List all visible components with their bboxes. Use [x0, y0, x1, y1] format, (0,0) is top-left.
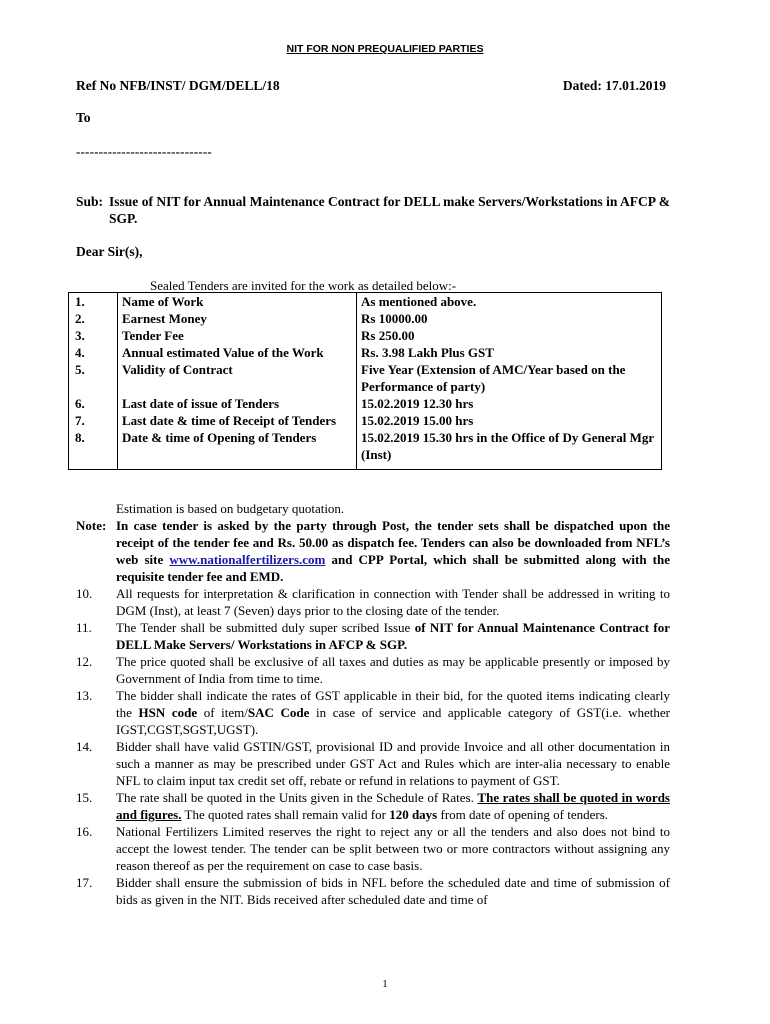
subject-label: Sub: — [76, 194, 104, 209]
reference-number: Ref No NFB/INST/ DGM/DELL/18 — [76, 78, 280, 93]
table-row — [69, 310, 662, 327]
clause-text: Bidder shall have valid GSTIN/GST, provisional ID and provide Invoice and all other documentation in such a manner as may be prescribed under GST Act and Rules which are inter-alia necessary to enable NFL to claim input tax credit set off, rebate or refund in relations to payment of GST. — [116, 739, 670, 788]
addressee-label: To — [76, 110, 91, 125]
row-value: 15.02.2019 12.30 hrs — [357, 395, 662, 412]
clause-13 — [76, 687, 670, 738]
clause-text: The rate shall be quoted in the Units given in the Schedule of Rates. — [116, 790, 478, 805]
row-value: Rs 10000.00 — [357, 310, 662, 327]
clause-11 — [76, 619, 670, 653]
clause-bold-underline-text: The rates shall be quoted in words and figures. — [116, 790, 670, 822]
website-link[interactable]: www.nationalfertilizers.com — [169, 552, 326, 567]
note-text-part2: and CPP Portal, which shall be submitted along with the requisite tender fee and EMD. — [116, 552, 670, 584]
document-date: Dated: 17.01.2019 — [562, 78, 666, 93]
subject-line — [76, 193, 670, 227]
clause-text: from date of opening of tenders. — [437, 807, 609, 822]
table-row — [69, 361, 662, 395]
clause-text: All requests for interpretation & clarification in connection with Tender shall be addressed in writing to DGM (Inst), at least 7 (Seven) days prior to the closing date of the tender. — [116, 586, 670, 618]
table-row — [69, 327, 662, 344]
clause-14 — [76, 738, 670, 789]
terms-section — [76, 500, 670, 908]
estimation-note: Estimation is based on budgetary quotation. — [116, 501, 345, 516]
row-item: Last date of issue of Tenders — [118, 395, 357, 412]
table-row — [69, 293, 662, 311]
clause-text: The quoted rates shall remain valid for — [181, 807, 390, 822]
clause-number: 16. — [76, 824, 93, 839]
row-item: Date & time of Opening of Tenders — [118, 429, 357, 470]
row-value: Rs 250.00 — [357, 327, 662, 344]
row-item: Earnest Money — [118, 310, 357, 327]
addressee-placeholder: ------------------------------ — [76, 144, 212, 159]
table-row — [69, 412, 662, 429]
validity-days-text: 120 days — [389, 807, 438, 822]
row-value: Five Year (Extension of AMC/Year based on the Performance of party) — [357, 361, 662, 395]
clause-text: of item/ — [197, 705, 248, 720]
document-heading: NIT FOR NON PREQUALIFIED PARTIES — [286, 43, 484, 55]
table-row — [69, 395, 662, 412]
clause-17 — [76, 874, 670, 908]
clause-bold-text: of NIT for Annual Maintenance Contract for DELL Make Servers/ Workstations in AFCP & SGP. — [116, 620, 670, 652]
sac-code-text: SAC Code — [247, 705, 310, 720]
row-number: 7. — [69, 412, 118, 429]
subject-text: Issue of NIT for Annual Maintenance Contract for DELL make Servers/Workstations in AFCP & SGP. — [109, 194, 670, 226]
note-clause — [76, 517, 670, 585]
note-label: Note: — [76, 518, 107, 533]
page-number: 1 — [382, 978, 388, 990]
row-value: 15.02.2019 15.30 hrs in the Office of Dy General Mgr (Inst) — [357, 429, 662, 470]
clause-number: 11. — [76, 620, 92, 635]
clause-15 — [76, 789, 670, 823]
clause-10 — [76, 585, 670, 619]
clause-16 — [76, 823, 670, 874]
tender-details-table — [68, 292, 662, 470]
row-item: Last date & time of Receipt of Tenders — [118, 412, 357, 429]
clause-text: National Fertilizers Limited reserves the right to reject any or all the tenders and also does not bind to accept the lowest tender. The tender can be split between two or more contractors without assigning any reason thereof as per the requirement on case to case basis. — [116, 824, 670, 873]
row-number: 6. — [69, 395, 118, 412]
clause-number: 12. — [76, 654, 93, 669]
row-number: 2. — [69, 310, 118, 327]
clause-text: in case of service and applicable category of GST(i.e. whether IGST,CGST,SGST,UGST). — [116, 705, 670, 737]
clause-number: 13. — [76, 688, 93, 703]
clause-number: 14. — [76, 739, 93, 754]
clause-text: The bidder shall indicate the rates of GST applicable in their bid, for the quoted items indicating clearly the — [116, 688, 670, 720]
table-row — [69, 429, 662, 470]
intro-text: Sealed Tenders are invited for the work as detailed below:- — [150, 278, 457, 293]
row-value: As mentioned above. — [357, 293, 662, 311]
row-item: Validity of Contract — [118, 361, 357, 395]
hsn-code-text: HSN code — [138, 705, 198, 720]
row-item: Annual estimated Value of the Work — [118, 344, 357, 361]
clause-text: The Tender shall be submitted duly super scribed Issue — [116, 620, 415, 635]
clause-number: 15. — [76, 790, 93, 805]
row-number: 5. — [69, 361, 118, 395]
clause-text: Bidder shall ensure the submission of bids in NFL before the scheduled date and time of submission of bids as given in the NIT. Bids received after scheduled date and time of — [116, 875, 670, 907]
row-number: 8. — [69, 429, 118, 470]
note-text-part1: In case tender is asked by the party through Post, the tender sets shall be dispatched upon the receipt of the tender fee and Rs. 50.00 as dispatch fee. Tenders can also be downloaded from NFL’s web site — [116, 518, 670, 567]
clause-12 — [76, 653, 670, 687]
row-number: 3. — [69, 327, 118, 344]
reference-line — [76, 78, 666, 94]
row-number: 1. — [69, 293, 118, 311]
row-item: Name of Work — [118, 293, 357, 311]
table-row — [69, 344, 662, 361]
clause-number: 10. — [76, 586, 93, 601]
salutation: Dear Sir(s), — [76, 244, 143, 259]
row-value: 15.02.2019 15.00 hrs — [357, 412, 662, 429]
clause-number: 17. — [76, 875, 93, 890]
clause-text: The price quoted shall be exclusive of all taxes and duties as may be applicable presently or imposed by Government of India from time to time. — [116, 654, 670, 686]
row-number: 4. — [69, 344, 118, 361]
row-value: Rs. 3.98 Lakh Plus GST — [357, 344, 662, 361]
row-item: Tender Fee — [118, 327, 357, 344]
